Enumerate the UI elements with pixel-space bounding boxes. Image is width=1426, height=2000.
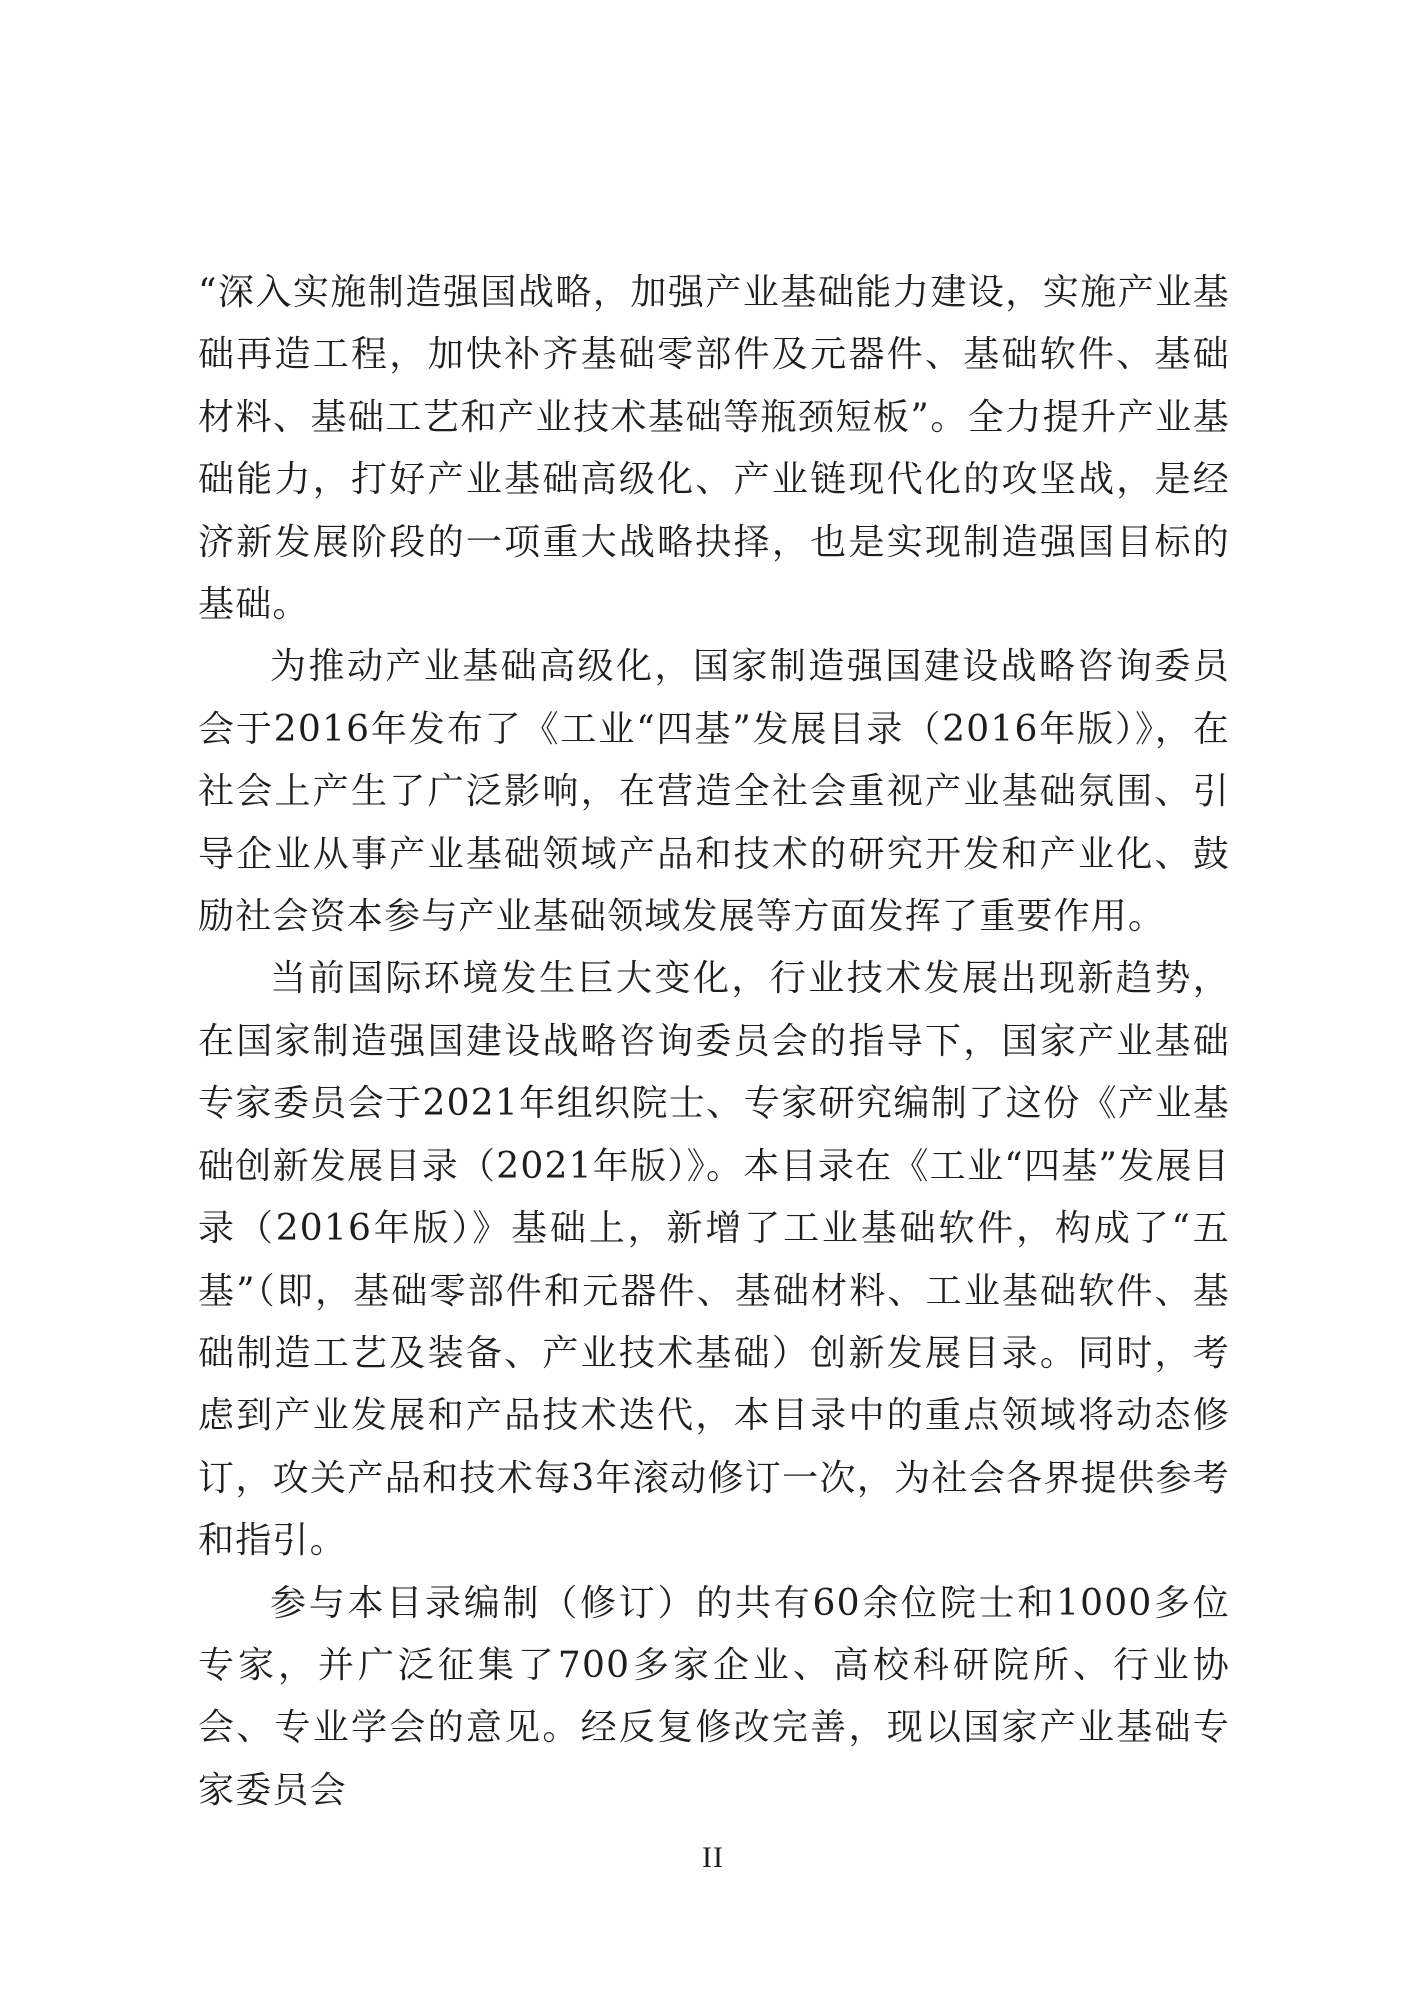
paragraph-1: “深入实施制造强国战略，加强产业基础能力建设，实施产业基础再造工程，加快补齐基础零部件及元器件、基础软件、基础材料、基础工艺和产业技术基础等瓶颈短板”。全力提升产业基础能力，打好产业基础高级化、产业链现代化的攻坚战，是经济新发展阶段的一项重大战略抉择，也是实现制造强国目标的基础。 — [198, 272, 1230, 626]
paragraph-2: 为推动产业基础高级化，国家制造强国建设战略咨询委员会于2016年发布了《工业“四基”发展目录（2016年版）》，在社会上产生了广泛影响，在营造全社会重视产业基础氛围、引导企业从事产业基础领域产品和技术的研究开发和产业化、鼓励社会资本参与产业基础领域发展等方面发挥了重要作用。 — [198, 646, 1230, 938]
page-number: II — [702, 1841, 724, 1874]
paragraph-4: 参与本目录编制（修订）的共有60余位院士和1000多位专家，并广泛征集了700多家企业、高校科研院所、行业协会、专业学会的意见。经反复修改完善，现以国家产业基础专家委员会 — [198, 1582, 1230, 1811]
paragraph-3: 当前国际环境发生巨大变化，行业技术发展出现新趋势，在国家制造强国建设战略咨询委员会的指导下，国家产业基础专家委员会于2021年组织院士、专家研究编制了这份《产业基础创新发展目录（2021年版）》。本目录在《工业“四基”发展目录（2016年版）》基础上，新增了工业基础软件，构成了“五基”（即，基础零部件和元器件、基础材料、工业基础软件、基础制造工艺及装备、产业技术基础）创新发展目录。同时，考虑到产业发展和产品技术迭代，本目录中的重点领域将动态修订，攻关产品和技术每3年滚动修订一次，为社会各界提供参考和指引。 — [198, 958, 1230, 1562]
body-text — [198, 262, 1230, 1822]
